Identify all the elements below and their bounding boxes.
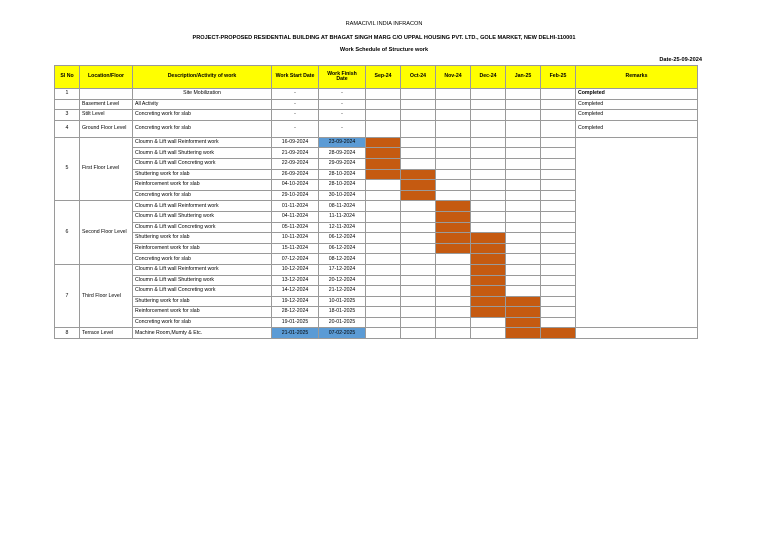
remarks-cell: [576, 148, 698, 159]
finish-date-cell: 07-02-2025: [319, 328, 366, 339]
month-cell: [436, 120, 471, 137]
description-cell: Site Mobilization: [133, 89, 272, 100]
project-title: PROJECT-PROPOSED RESIDENTIAL BUILDING AT BHAGAT SINGH MARG C/O UPPAL HOUSING PVT. LTD., GOLE MARKET, NEW DELHI-110001: [192, 35, 576, 41]
gantt-bar: [506, 296, 541, 307]
remarks-cell: [576, 201, 698, 212]
month-cell: [506, 254, 541, 265]
col-month: Sep-24: [366, 66, 401, 89]
month-cell: [541, 286, 576, 297]
gantt-bar: [401, 190, 436, 201]
month-cell: [436, 180, 471, 191]
month-cell: [541, 317, 576, 328]
location-cell: Stilt Level: [80, 110, 133, 121]
month-cell: [471, 89, 506, 100]
month-cell: [506, 222, 541, 233]
month-cell: [471, 148, 506, 159]
month-cell: [366, 211, 401, 222]
month-cell: [401, 158, 436, 169]
remarks-cell: [576, 137, 698, 148]
month-cell: [436, 275, 471, 286]
month-cell: [541, 264, 576, 275]
finish-date-cell: 20-01-2025: [319, 317, 366, 328]
month-cell: [541, 169, 576, 180]
table-row: [55, 264, 698, 275]
remarks-cell: [576, 243, 698, 254]
description-cell: Cloumn & Lift wall Concreting work: [133, 158, 272, 169]
month-cell: [401, 307, 436, 318]
description-cell: Cloumn & Lift wall Concreting work: [133, 286, 272, 297]
month-cell: [506, 99, 541, 110]
start-date-cell: 13-12-2024: [272, 275, 319, 286]
location-cell: Second Floor Level: [80, 201, 133, 265]
col-description: Description/Activity of work: [133, 66, 272, 89]
month-cell: [366, 264, 401, 275]
month-cell: [366, 233, 401, 244]
month-cell: [506, 180, 541, 191]
month-cell: [541, 99, 576, 110]
remarks-cell: [576, 328, 698, 339]
month-cell: [506, 137, 541, 148]
month-cell: [506, 148, 541, 159]
month-cell: [366, 296, 401, 307]
description-cell: Cloumn & Lift wall Shuttering work: [133, 275, 272, 286]
finish-date-cell: 10-01-2025: [319, 296, 366, 307]
finish-date-cell: 30-10-2024: [319, 190, 366, 201]
month-cell: [436, 254, 471, 265]
gantt-bar: [506, 317, 541, 328]
remarks-cell: [576, 190, 698, 201]
month-cell: [471, 158, 506, 169]
month-cell: [436, 89, 471, 100]
month-cell: [401, 328, 436, 339]
gantt-bar: [471, 264, 506, 275]
month-cell: [436, 190, 471, 201]
month-cell: [436, 99, 471, 110]
gantt-bar: [436, 201, 471, 212]
month-cell: [401, 286, 436, 297]
col-sl: Sl No: [55, 66, 80, 89]
month-cell: [401, 110, 436, 121]
remarks-cell: Completed: [576, 110, 698, 121]
month-cell: [506, 286, 541, 297]
month-cell: [436, 328, 471, 339]
month-cell: [541, 120, 576, 137]
finish-date-cell: 21-12-2024: [319, 286, 366, 297]
start-date-cell: 21-01-2025: [272, 328, 319, 339]
gantt-bar: [436, 222, 471, 233]
month-cell: [366, 222, 401, 233]
sl-cell: 6: [55, 201, 80, 265]
month-cell: [506, 89, 541, 100]
month-cell: [541, 137, 576, 148]
month-cell: [366, 317, 401, 328]
month-cell: [541, 190, 576, 201]
table-row: [55, 158, 698, 169]
finish-date-cell: 11-11-2024: [319, 211, 366, 222]
sl-cell: 3: [55, 110, 80, 121]
schedule-date: Date-25-09-2024: [659, 57, 702, 63]
finish-date-cell: -: [319, 99, 366, 110]
gantt-bar: [436, 211, 471, 222]
start-date-cell: 19-12-2024: [272, 296, 319, 307]
start-date-cell: 26-09-2024: [272, 169, 319, 180]
month-cell: [436, 137, 471, 148]
month-cell: [541, 201, 576, 212]
month-cell: [541, 296, 576, 307]
month-cell: [366, 243, 401, 254]
col-month: Feb-25: [541, 66, 576, 89]
remarks-cell: [576, 296, 698, 307]
location-cell: First Floor Level: [80, 137, 133, 201]
description-cell: Concreting work for slab: [133, 120, 272, 137]
month-cell: [541, 275, 576, 286]
month-cell: [401, 137, 436, 148]
finish-date-cell: 12-11-2024: [319, 222, 366, 233]
start-date-cell: 10-12-2024: [272, 264, 319, 275]
month-cell: [401, 264, 436, 275]
gantt-bar: [366, 148, 401, 159]
table-row: [55, 328, 698, 339]
finish-date-cell: 29-09-2024: [319, 158, 366, 169]
table-row: [55, 180, 698, 191]
month-cell: [366, 120, 401, 137]
gantt-bar: [541, 328, 576, 339]
sl-cell: 1: [55, 89, 80, 100]
month-cell: [366, 307, 401, 318]
start-date-cell: 16-09-2024: [272, 137, 319, 148]
description-cell: Reinforcement work for slab: [133, 180, 272, 191]
start-date-cell: 05-11-2024: [272, 222, 319, 233]
month-cell: [436, 317, 471, 328]
description-cell: Cloumn & Lift wall Concreting work: [133, 222, 272, 233]
month-cell: [506, 120, 541, 137]
month-cell: [506, 233, 541, 244]
month-cell: [471, 110, 506, 121]
description-cell: Shuttering work for slab: [133, 233, 272, 244]
month-cell: [401, 89, 436, 100]
month-cell: [471, 180, 506, 191]
table-row: [55, 169, 698, 180]
table-row: [55, 110, 698, 121]
month-cell: [436, 110, 471, 121]
month-cell: [471, 99, 506, 110]
month-cell: [541, 211, 576, 222]
gantt-bar: [366, 169, 401, 180]
location-cell: Terrace Level: [80, 328, 133, 339]
start-date-cell: 04-10-2024: [272, 180, 319, 191]
col-month: Nov-24: [436, 66, 471, 89]
table-row: [55, 201, 698, 212]
month-cell: [401, 99, 436, 110]
description-cell: Shuttering work for slab: [133, 296, 272, 307]
remarks-cell: Completed: [576, 89, 698, 100]
remarks-cell: [576, 158, 698, 169]
month-cell: [471, 169, 506, 180]
month-cell: [506, 110, 541, 121]
col-location: Location/Floor: [80, 66, 133, 89]
schedule-table: [54, 65, 698, 339]
month-cell: [401, 211, 436, 222]
finish-date-cell: -: [319, 110, 366, 121]
remarks-cell: [576, 275, 698, 286]
month-cell: [401, 148, 436, 159]
sl-cell: 4: [55, 120, 80, 137]
month-cell: [506, 169, 541, 180]
gantt-bar: [436, 243, 471, 254]
month-cell: [541, 307, 576, 318]
month-cell: [471, 211, 506, 222]
month-cell: [436, 169, 471, 180]
description-cell: Concreting work for slab: [133, 254, 272, 265]
table-row: [55, 275, 698, 286]
start-date-cell: 29-10-2024: [272, 190, 319, 201]
description-cell: Cloumn & Lift wall Shuttering work: [133, 211, 272, 222]
table-row: [55, 120, 698, 137]
month-cell: [541, 110, 576, 121]
finish-date-cell: 20-12-2024: [319, 275, 366, 286]
remarks-cell: [576, 317, 698, 328]
gantt-bar: [401, 180, 436, 191]
col-month: Dec-24: [471, 66, 506, 89]
description-cell: Cloumn & Lift wall Shuttering work: [133, 148, 272, 159]
month-cell: [471, 137, 506, 148]
month-cell: [366, 201, 401, 212]
gantt-bar: [471, 296, 506, 307]
remarks-cell: Completed: [576, 99, 698, 110]
start-date-cell: -: [272, 110, 319, 121]
gantt-bar: [436, 233, 471, 244]
month-cell: [436, 296, 471, 307]
month-cell: [471, 317, 506, 328]
table-row: [55, 211, 698, 222]
col-remarks: Remarks: [576, 66, 698, 89]
description-cell: Cloumn & Lift wall Reinforment work: [133, 201, 272, 212]
month-cell: [541, 158, 576, 169]
col-start: Work Start Date: [272, 66, 319, 89]
remarks-cell: [576, 307, 698, 318]
table-row: [55, 307, 698, 318]
location-cell: Third Floor Level: [80, 264, 133, 328]
month-cell: [541, 222, 576, 233]
gantt-bar: [471, 286, 506, 297]
start-date-cell: -: [272, 120, 319, 137]
month-cell: [366, 254, 401, 265]
month-cell: [471, 222, 506, 233]
finish-date-cell: 08-12-2024: [319, 254, 366, 265]
description-cell: Concreting work for slab: [133, 110, 272, 121]
company-name: RAMACIVIL INDIA INFRACON: [345, 21, 423, 27]
month-cell: [401, 254, 436, 265]
month-cell: [506, 243, 541, 254]
description-cell: Concreting work for slab: [133, 317, 272, 328]
month-cell: [471, 120, 506, 137]
finish-date-cell: 08-11-2024: [319, 201, 366, 212]
finish-date-cell: -: [319, 89, 366, 100]
remarks-cell: [576, 254, 698, 265]
gantt-bar: [506, 307, 541, 318]
start-date-cell: 01-11-2024: [272, 201, 319, 212]
start-date-cell: 04-11-2024: [272, 211, 319, 222]
finish-date-cell: 06-12-2024: [319, 233, 366, 244]
description-cell: Reinforcement work for slab: [133, 243, 272, 254]
sl-cell: 7: [55, 264, 80, 328]
month-cell: [366, 190, 401, 201]
month-cell: [436, 264, 471, 275]
table-row: [55, 254, 698, 265]
start-date-cell: 07-12-2024: [272, 254, 319, 265]
location-cell: [80, 89, 133, 100]
table-row: [55, 148, 698, 159]
start-date-cell: 22-09-2024: [272, 158, 319, 169]
table-row: [55, 233, 698, 244]
finish-date-cell: 28-09-2024: [319, 148, 366, 159]
gantt-bar: [471, 233, 506, 244]
start-date-cell: -: [272, 89, 319, 100]
month-cell: [436, 307, 471, 318]
sl-cell: 5: [55, 137, 80, 201]
month-cell: [541, 148, 576, 159]
remarks-cell: Completed: [576, 120, 698, 137]
finish-date-cell: 06-12-2024: [319, 243, 366, 254]
month-cell: [471, 201, 506, 212]
month-cell: [401, 243, 436, 254]
sl-cell: [55, 99, 80, 110]
start-date-cell: 28-12-2024: [272, 307, 319, 318]
remarks-cell: [576, 286, 698, 297]
start-date-cell: 14-12-2024: [272, 286, 319, 297]
finish-date-cell: 28-10-2024: [319, 180, 366, 191]
gantt-bar: [366, 158, 401, 169]
remarks-cell: [576, 264, 698, 275]
finish-date-cell: 18-01-2025: [319, 307, 366, 318]
month-cell: [401, 233, 436, 244]
finish-date-cell: 17-12-2024: [319, 264, 366, 275]
month-cell: [506, 264, 541, 275]
start-date-cell: -: [272, 99, 319, 110]
table-row: [55, 190, 698, 201]
month-cell: [506, 190, 541, 201]
location-cell: Ground Floor Level: [80, 120, 133, 137]
finish-date-cell: 28-10-2024: [319, 169, 366, 180]
table-row: [55, 99, 698, 110]
month-cell: [366, 180, 401, 191]
month-cell: [366, 99, 401, 110]
month-cell: [366, 89, 401, 100]
header-row: [55, 66, 698, 89]
table-row: [55, 89, 698, 100]
month-cell: [506, 201, 541, 212]
month-cell: [541, 180, 576, 191]
location-cell: Basement Level: [80, 99, 133, 110]
gantt-bar: [401, 169, 436, 180]
col-finish: Work Finish Date: [319, 66, 366, 89]
description-cell: Concreting work for slab: [133, 190, 272, 201]
table-row: [55, 317, 698, 328]
start-date-cell: 21-09-2024: [272, 148, 319, 159]
table-row: [55, 286, 698, 297]
description-cell: Cloumn & Lift wall Reinforment work: [133, 264, 272, 275]
col-month: Jan-25: [506, 66, 541, 89]
remarks-cell: [576, 211, 698, 222]
gantt-bar: [366, 137, 401, 148]
month-cell: [506, 275, 541, 286]
month-cell: [471, 328, 506, 339]
remarks-cell: [576, 222, 698, 233]
month-cell: [401, 120, 436, 137]
month-cell: [436, 286, 471, 297]
description-cell: Machine Room,Mumty & Etc.: [133, 328, 272, 339]
remarks-cell: [576, 180, 698, 191]
start-date-cell: 15-11-2024: [272, 243, 319, 254]
month-cell: [436, 158, 471, 169]
table-row: [55, 222, 698, 233]
schedule-title: Work Schedule of Structure work: [339, 47, 429, 53]
month-cell: [401, 296, 436, 307]
remarks-cell: [576, 169, 698, 180]
month-cell: [366, 286, 401, 297]
gantt-bar: [471, 275, 506, 286]
month-cell: [506, 211, 541, 222]
month-cell: [401, 222, 436, 233]
description-cell: Reinforcement work for slab: [133, 307, 272, 318]
month-cell: [541, 233, 576, 244]
month-cell: [541, 254, 576, 265]
sl-cell: 8: [55, 328, 80, 339]
month-cell: [366, 110, 401, 121]
table-row: [55, 243, 698, 254]
month-cell: [366, 328, 401, 339]
finish-date-cell: 23-09-2024: [319, 137, 366, 148]
month-cell: [541, 89, 576, 100]
month-cell: [471, 190, 506, 201]
month-cell: [401, 201, 436, 212]
gantt-bar: [471, 254, 506, 265]
table-row: [55, 296, 698, 307]
table-row: [55, 137, 698, 148]
month-cell: [401, 317, 436, 328]
gantt-bar: [506, 328, 541, 339]
col-month: Oct-24: [401, 66, 436, 89]
month-cell: [506, 158, 541, 169]
finish-date-cell: -: [319, 120, 366, 137]
remarks-cell: [576, 233, 698, 244]
month-cell: [541, 243, 576, 254]
description-cell: Shuttering work for slab: [133, 169, 272, 180]
description-cell: All Activity: [133, 99, 272, 110]
month-cell: [436, 148, 471, 159]
start-date-cell: 10-11-2024: [272, 233, 319, 244]
start-date-cell: 19-01-2025: [272, 317, 319, 328]
description-cell: Cloumn & Lift wall Reinforment work: [133, 137, 272, 148]
gantt-bar: [471, 307, 506, 318]
month-cell: [401, 275, 436, 286]
month-cell: [366, 275, 401, 286]
gantt-bar: [471, 243, 506, 254]
